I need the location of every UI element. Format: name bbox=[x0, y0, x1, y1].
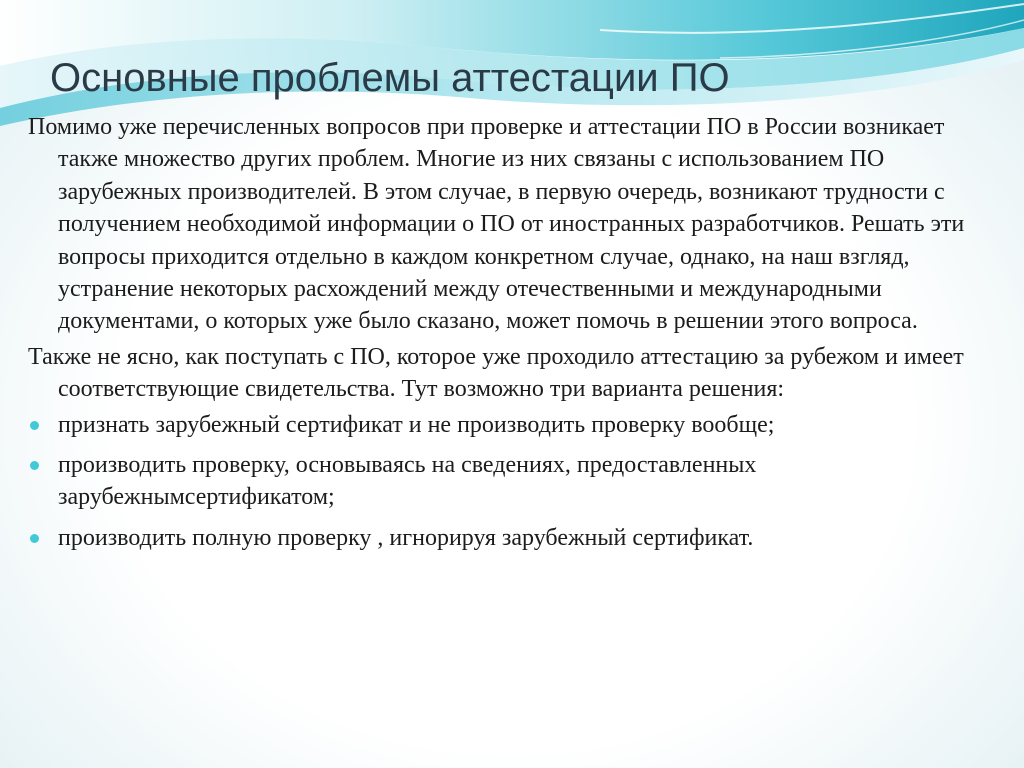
slide-body bbox=[28, 111, 1003, 562]
bullet-text: производить полную проверку , игнорируя зарубежный сертификат. bbox=[58, 524, 754, 551]
bullet-text: признать зарубежный сертификат и не производить проверку вообще; bbox=[58, 411, 775, 438]
bullet-item bbox=[28, 449, 1003, 514]
bullet-dot-icon bbox=[30, 461, 39, 470]
bullet-text: производить проверку, основываясь на сведениях, предоставленных зарубежнымсертификатом; bbox=[58, 452, 757, 511]
bullet-dot-icon bbox=[30, 534, 39, 543]
bullet-item bbox=[28, 409, 1003, 441]
body-paragraph: Также не ясно, как поступать с ПО, которое уже проходило аттестацию за рубежом и имеет соответствующие свидетельства. Тут возможно три варианта решения: bbox=[28, 343, 964, 403]
slide-title: Основные проблемы аттестации ПО bbox=[50, 56, 730, 100]
bullet-dot-icon bbox=[30, 421, 39, 430]
bullet-item bbox=[28, 522, 1003, 554]
body-paragraph: Помимо уже перечисленных вопросов при проверке и аттестации ПО в России возникает также множество других проблем. Многие из них связаны с использованием ПО зарубежных производителей. В этом случае, в первую очередь, возникают трудности с получением необходимой информации о ПО от иностранных разработчиков. Решать эти вопросы приходится отдельно в каждом конкретном случае, однако, на наш взгляд, устранение некоторых расхождений между отечественными и международными документами, о которых уже было сказано, может помочь в решении этого вопроса. bbox=[28, 114, 965, 335]
